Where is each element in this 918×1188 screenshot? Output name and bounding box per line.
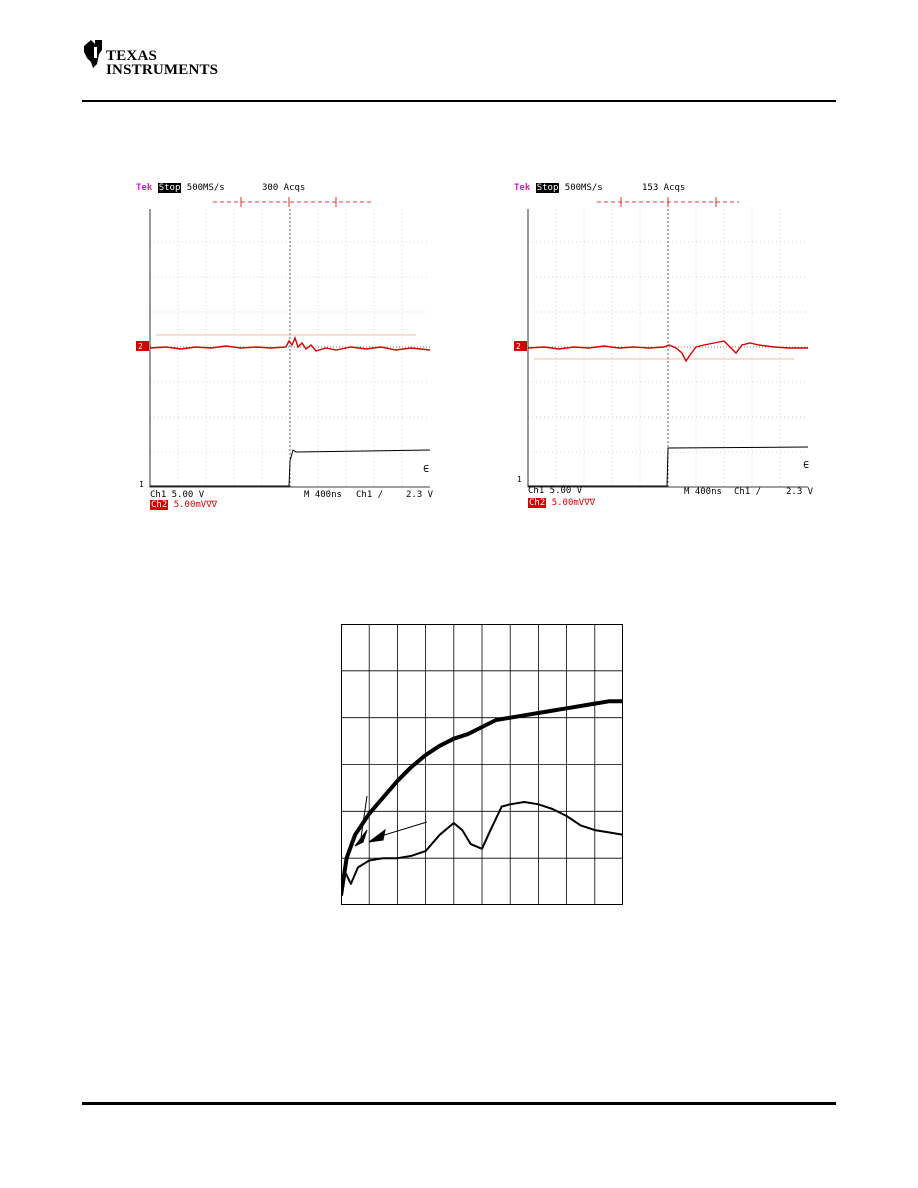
acquisition-count: 153 Acqs [642,183,686,193]
scope-capture-2 [514,181,814,511]
ch1-marker: 1 [517,475,522,484]
ch1-trace [150,450,430,486]
ch2-scale: 5.00mV∇∇ [173,500,218,510]
ch1-scale: Ch1 5.00 V [528,486,583,496]
acquisition-count: 300 Acqs [262,183,306,193]
sample-rate: 500MS/s [186,183,225,193]
scope-status-bar [136,183,225,193]
trigger-level: 2.3 V [406,490,434,500]
svg-text:∈: ∈ [803,460,810,471]
trigger-source: Ch1 ∕ [356,490,384,500]
ch2-marker: 2 [516,342,521,351]
ch1-trace [528,447,808,486]
timebase: M 400ns [304,490,342,500]
header-rule [82,100,836,102]
logo-line-1: TEXAS [106,48,158,64]
ch2-label: Ch2 [529,498,546,508]
timebase: M 400ns [684,487,722,497]
scope-capture-1 [136,181,436,511]
ch1-marker: 1 [139,480,144,489]
brand-label: Tek [136,183,153,193]
footer-rule [82,1102,836,1105]
scope-2-screen [514,195,814,505]
scope-status-bar [514,183,603,193]
sample-rate: 500MS/s [564,183,603,193]
ch2-label: Ch2 [151,500,168,510]
trigger-level: 2.3 V [786,487,814,497]
ch2-marker: 2 [138,342,143,351]
chart-grid [341,624,623,905]
logo-line-2: INSTRUMENTS [106,62,219,78]
company-logo-text [106,49,218,77]
brand-label: Tek [514,183,531,193]
run-state-badge: Stop [536,183,559,193]
trigger-source: Ch1 ∕ [734,487,762,497]
scope-1-screen [136,195,436,505]
ch1-scale: Ch1 5.00 V [150,490,205,500]
run-state-badge: Stop [158,183,181,193]
svg-text:∈: ∈ [423,464,430,475]
ch2-scale: 5.00mV∇∇ [551,498,596,508]
line-chart [341,624,623,905]
